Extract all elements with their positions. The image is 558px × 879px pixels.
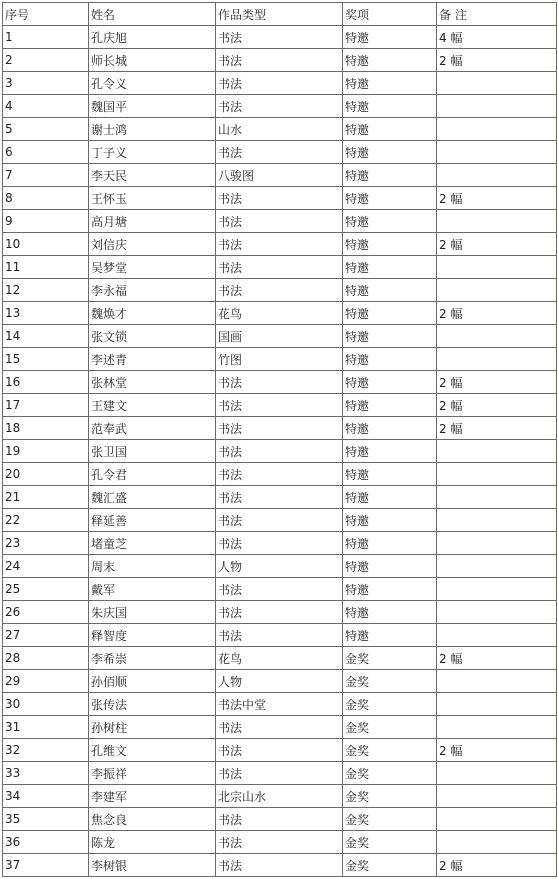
- cell-number: 19: [3, 440, 89, 463]
- cell-work-type: 书法: [216, 509, 343, 532]
- cell-award: 特邀: [343, 302, 437, 325]
- cell-remarks: [437, 141, 557, 164]
- cell-remarks: [437, 279, 557, 302]
- cell-name: 张文锁: [89, 325, 216, 348]
- cell-name: 吴梦堂: [89, 256, 216, 279]
- cell-work-type: 竹图: [216, 348, 343, 371]
- cell-work-type: 山水: [216, 118, 343, 141]
- table-row: [3, 555, 557, 578]
- cell-number: 5: [3, 118, 89, 141]
- cell-award: 特邀: [343, 486, 437, 509]
- cell-work-type: 书法: [216, 256, 343, 279]
- cell-number: 9: [3, 210, 89, 233]
- header-award: 奖项: [343, 3, 437, 26]
- cell-award: 特邀: [343, 325, 437, 348]
- cell-name: 高月塘: [89, 210, 216, 233]
- cell-number: 10: [3, 233, 89, 256]
- header-work-type: 作品类型: [216, 3, 343, 26]
- table-row: [3, 394, 557, 417]
- table-row: [3, 785, 557, 808]
- cell-number: 7: [3, 164, 89, 187]
- table-row: [3, 601, 557, 624]
- cell-award: 金奖: [343, 739, 437, 762]
- cell-name: 释智度: [89, 624, 216, 647]
- cell-work-type: 书法: [216, 49, 343, 72]
- cell-work-type: 书法中堂: [216, 693, 343, 716]
- cell-remarks: [437, 808, 557, 831]
- table-row: [3, 210, 557, 233]
- cell-number: 31: [3, 716, 89, 739]
- cell-remarks: 2 幅: [437, 49, 557, 72]
- cell-name: 张林堂: [89, 371, 216, 394]
- cell-number: 17: [3, 394, 89, 417]
- cell-remarks: [437, 118, 557, 141]
- cell-award: 特邀: [343, 26, 437, 49]
- cell-number: 22: [3, 509, 89, 532]
- table-row: [3, 509, 557, 532]
- cell-name: 范奉武: [89, 417, 216, 440]
- table-row: [3, 141, 557, 164]
- cell-name: 李天民: [89, 164, 216, 187]
- cell-number: 6: [3, 141, 89, 164]
- cell-remarks: [437, 164, 557, 187]
- cell-remarks: 2 幅: [437, 739, 557, 762]
- cell-award: 特邀: [343, 601, 437, 624]
- cell-number: 15: [3, 348, 89, 371]
- cell-remarks: 2 幅: [437, 854, 557, 877]
- cell-award: 金奖: [343, 670, 437, 693]
- cell-name: 李永福: [89, 279, 216, 302]
- cell-remarks: [437, 325, 557, 348]
- cell-work-type: 书法: [216, 601, 343, 624]
- cell-number: 32: [3, 739, 89, 762]
- awards-table: [2, 2, 557, 877]
- cell-number: 18: [3, 417, 89, 440]
- cell-remarks: [437, 555, 557, 578]
- cell-award: 金奖: [343, 831, 437, 854]
- cell-work-type: 书法: [216, 578, 343, 601]
- table-row: [3, 739, 557, 762]
- cell-name: 王怀玉: [89, 187, 216, 210]
- cell-name: 陈龙: [89, 831, 216, 854]
- cell-number: 30: [3, 693, 89, 716]
- cell-work-type: 书法: [216, 417, 343, 440]
- cell-remarks: [437, 831, 557, 854]
- cell-award: 金奖: [343, 785, 437, 808]
- table-row: [3, 624, 557, 647]
- table-row: [3, 164, 557, 187]
- cell-name: 王建文: [89, 394, 216, 417]
- cell-remarks: [437, 440, 557, 463]
- cell-award: 金奖: [343, 762, 437, 785]
- table-row: [3, 578, 557, 601]
- table-row: [3, 118, 557, 141]
- table-row: [3, 72, 557, 95]
- cell-number: 14: [3, 325, 89, 348]
- cell-work-type: 书法: [216, 233, 343, 256]
- table-row: [3, 854, 557, 877]
- table-row: [3, 693, 557, 716]
- cell-name: 刘信庆: [89, 233, 216, 256]
- cell-number: 24: [3, 555, 89, 578]
- cell-number: 23: [3, 532, 89, 555]
- cell-remarks: [437, 348, 557, 371]
- cell-remarks: [437, 693, 557, 716]
- cell-award: 特邀: [343, 141, 437, 164]
- cell-remarks: [437, 670, 557, 693]
- cell-work-type: 书法: [216, 463, 343, 486]
- cell-remarks: [437, 210, 557, 233]
- cell-remarks: 2 幅: [437, 417, 557, 440]
- cell-award: 特邀: [343, 279, 437, 302]
- table-row: [3, 49, 557, 72]
- cell-remarks: [437, 601, 557, 624]
- cell-award: 特邀: [343, 348, 437, 371]
- cell-award: 特邀: [343, 440, 437, 463]
- cell-remarks: 2 幅: [437, 233, 557, 256]
- cell-name: 谢士鸿: [89, 118, 216, 141]
- cell-remarks: [437, 578, 557, 601]
- header-remarks: 备 注: [437, 3, 557, 26]
- cell-remarks: [437, 463, 557, 486]
- table-row: [3, 808, 557, 831]
- table-row: [3, 716, 557, 739]
- header-name: 姓名: [89, 3, 216, 26]
- cell-work-type: 书法: [216, 394, 343, 417]
- cell-name: 张传法: [89, 693, 216, 716]
- cell-name: 孔庆旭: [89, 26, 216, 49]
- table-body: [3, 26, 557, 877]
- cell-number: 3: [3, 72, 89, 95]
- cell-number: 33: [3, 762, 89, 785]
- cell-work-type: 书法: [216, 739, 343, 762]
- cell-remarks: [437, 785, 557, 808]
- cell-work-type: 书法: [216, 624, 343, 647]
- cell-number: 26: [3, 601, 89, 624]
- cell-work-type: 书法: [216, 72, 343, 95]
- header-number: 序号: [3, 3, 89, 26]
- cell-award: 特邀: [343, 118, 437, 141]
- cell-award: 特邀: [343, 532, 437, 555]
- table-row: [3, 95, 557, 118]
- cell-work-type: 八骏图: [216, 164, 343, 187]
- cell-remarks: [437, 716, 557, 739]
- cell-name: 李希崇: [89, 647, 216, 670]
- table-row: [3, 371, 557, 394]
- table-row: [3, 233, 557, 256]
- cell-remarks: 2 幅: [437, 647, 557, 670]
- cell-name: 孙佰顺: [89, 670, 216, 693]
- cell-number: 37: [3, 854, 89, 877]
- cell-work-type: 国画: [216, 325, 343, 348]
- cell-award: 特邀: [343, 417, 437, 440]
- cell-work-type: 书法: [216, 808, 343, 831]
- cell-award: 金奖: [343, 854, 437, 877]
- cell-award: 金奖: [343, 693, 437, 716]
- cell-number: 12: [3, 279, 89, 302]
- cell-number: 35: [3, 808, 89, 831]
- cell-name: 孔维文: [89, 739, 216, 762]
- cell-number: 13: [3, 302, 89, 325]
- cell-name: 李建军: [89, 785, 216, 808]
- table-row: [3, 256, 557, 279]
- cell-name: 魏汇盛: [89, 486, 216, 509]
- cell-name: 丁子义: [89, 141, 216, 164]
- cell-award: 特邀: [343, 509, 437, 532]
- cell-award: 金奖: [343, 716, 437, 739]
- cell-name: 张卫国: [89, 440, 216, 463]
- cell-award: 特邀: [343, 371, 437, 394]
- cell-award: 金奖: [343, 647, 437, 670]
- cell-work-type: 书法: [216, 26, 343, 49]
- table-row: [3, 325, 557, 348]
- table-row: [3, 187, 557, 210]
- cell-remarks: [437, 72, 557, 95]
- table-row: [3, 762, 557, 785]
- table-row: [3, 348, 557, 371]
- cell-work-type: 人物: [216, 555, 343, 578]
- cell-name: 魏焕才: [89, 302, 216, 325]
- cell-work-type: 书法: [216, 371, 343, 394]
- cell-number: 2: [3, 49, 89, 72]
- cell-work-type: 书法: [216, 532, 343, 555]
- cell-number: 11: [3, 256, 89, 279]
- cell-number: 25: [3, 578, 89, 601]
- cell-name: 李振祥: [89, 762, 216, 785]
- cell-award: 特邀: [343, 187, 437, 210]
- cell-remarks: [437, 532, 557, 555]
- cell-award: 金奖: [343, 808, 437, 831]
- cell-work-type: 人物: [216, 670, 343, 693]
- table-row: [3, 532, 557, 555]
- cell-award: 特邀: [343, 210, 437, 233]
- cell-award: 特邀: [343, 233, 437, 256]
- cell-remarks: [437, 95, 557, 118]
- cell-award: 特邀: [343, 49, 437, 72]
- cell-work-type: 书法: [216, 762, 343, 785]
- cell-award: 特邀: [343, 256, 437, 279]
- cell-award: 特邀: [343, 578, 437, 601]
- cell-name: 孔令君: [89, 463, 216, 486]
- cell-name: 焦念良: [89, 808, 216, 831]
- cell-work-type: 书法: [216, 440, 343, 463]
- cell-number: 28: [3, 647, 89, 670]
- cell-number: 20: [3, 463, 89, 486]
- cell-remarks: 2 幅: [437, 371, 557, 394]
- cell-name: 魏国平: [89, 95, 216, 118]
- cell-award: 特邀: [343, 463, 437, 486]
- cell-work-type: 书法: [216, 210, 343, 233]
- cell-name: 周末: [89, 555, 216, 578]
- table-row: [3, 670, 557, 693]
- cell-number: 16: [3, 371, 89, 394]
- table-row: [3, 440, 557, 463]
- cell-work-type: 书法: [216, 279, 343, 302]
- table-row: [3, 302, 557, 325]
- cell-remarks: [437, 762, 557, 785]
- cell-work-type: 书法: [216, 187, 343, 210]
- cell-number: 36: [3, 831, 89, 854]
- cell-name: 孔令义: [89, 72, 216, 95]
- cell-remarks: [437, 256, 557, 279]
- cell-name: 李述青: [89, 348, 216, 371]
- table-row: [3, 647, 557, 670]
- cell-remarks: 4 幅: [437, 26, 557, 49]
- cell-work-type: 书法: [216, 854, 343, 877]
- cell-remarks: 2 幅: [437, 394, 557, 417]
- table-row: [3, 417, 557, 440]
- cell-number: 4: [3, 95, 89, 118]
- cell-remarks: [437, 486, 557, 509]
- cell-name: 师长城: [89, 49, 216, 72]
- cell-work-type: 花鸟: [216, 647, 343, 670]
- cell-name: 朱庆国: [89, 601, 216, 624]
- cell-work-type: 书法: [216, 831, 343, 854]
- cell-name: 孙树柱: [89, 716, 216, 739]
- cell-work-type: 书法: [216, 486, 343, 509]
- table-row: [3, 831, 557, 854]
- cell-work-type: 北宗山水: [216, 785, 343, 808]
- cell-remarks: 2 幅: [437, 187, 557, 210]
- cell-remarks: [437, 624, 557, 647]
- cell-number: 27: [3, 624, 89, 647]
- table-row: [3, 26, 557, 49]
- cell-award: 特邀: [343, 555, 437, 578]
- cell-remarks: 2 幅: [437, 302, 557, 325]
- cell-award: 特邀: [343, 72, 437, 95]
- cell-name: 李树银: [89, 854, 216, 877]
- table-row: [3, 463, 557, 486]
- cell-work-type: 书法: [216, 716, 343, 739]
- cell-award: 特邀: [343, 95, 437, 118]
- cell-name: 堵童芝: [89, 532, 216, 555]
- cell-award: 特邀: [343, 624, 437, 647]
- cell-work-type: 书法: [216, 95, 343, 118]
- cell-remarks: [437, 509, 557, 532]
- cell-number: 29: [3, 670, 89, 693]
- table-row: [3, 486, 557, 509]
- header-row: [3, 3, 557, 26]
- cell-number: 1: [3, 26, 89, 49]
- cell-work-type: 花鸟: [216, 302, 343, 325]
- cell-number: 34: [3, 785, 89, 808]
- cell-work-type: 书法: [216, 141, 343, 164]
- cell-number: 21: [3, 486, 89, 509]
- cell-name: 戴军: [89, 578, 216, 601]
- cell-award: 特邀: [343, 394, 437, 417]
- table-row: [3, 279, 557, 302]
- cell-number: 8: [3, 187, 89, 210]
- cell-award: 特邀: [343, 164, 437, 187]
- cell-name: 释延善: [89, 509, 216, 532]
